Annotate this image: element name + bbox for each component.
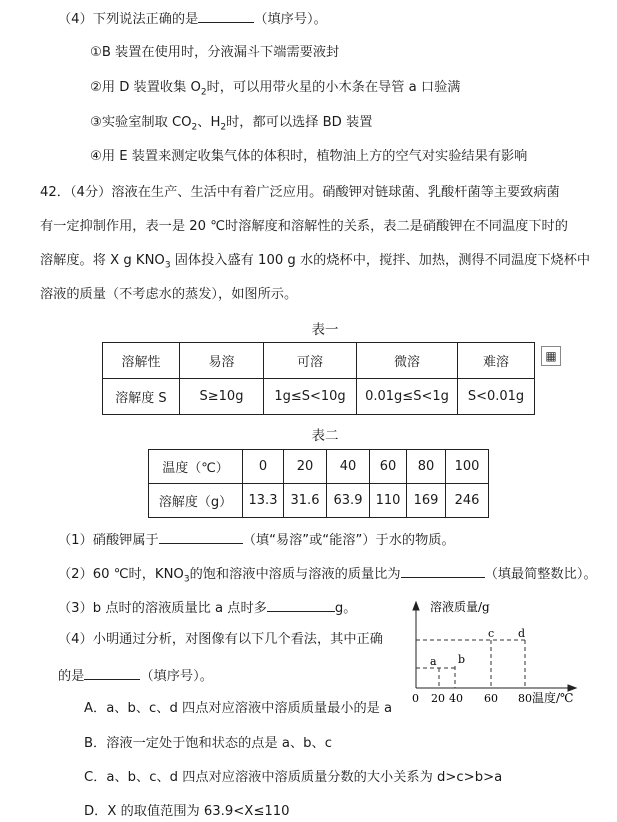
table2-cell: 13.3 (243, 484, 284, 518)
table1-cell: 溶解度 S (103, 379, 180, 415)
q4-option-1: ①B 装置在使用时，分液漏斗下端需要液封 (90, 45, 340, 60)
table2-header-cell: 20 (284, 450, 327, 484)
sub-question-1: （1）硝酸钾属于 （填“易溶”或“能溶”）于水的物质。 (58, 529, 455, 550)
option-b: B．溶液一定处于饱和状态的点是 a、b、c (84, 736, 332, 751)
option-c: C．a、b、c、d 四点对应溶液中溶质质量分数的大小关系为 d>c>b>a (84, 770, 503, 785)
q42-line-1: 42．（4分）溶液在生产、生活中有着广泛应用。硝酸钾对链球菌、乳酸杆菌等主要致病菌 (40, 185, 560, 200)
point-label-c: c (488, 627, 495, 640)
table2 (148, 449, 489, 518)
table1-cell: S<0.01g (458, 379, 535, 415)
y-axis-arrow (413, 602, 419, 610)
answer-blank[interactable] (159, 529, 243, 544)
q4-option-4: ④用 E 装置来测定收集气体的体积时，植物油上方的空气对实验结果有影响 (90, 149, 528, 164)
table2-cell: 110 (370, 484, 407, 518)
table2-header-cell: 100 (446, 450, 489, 484)
table2-caption: 表二 (311, 428, 339, 444)
sub-question-4-cont: 的是 （填序号）。 (58, 665, 213, 686)
table1-cell: S≥10g (180, 379, 264, 415)
table1-header-cell: 微溶 (357, 343, 458, 379)
sub-question-3: （3）b 点时的溶液质量比 a 点时多 g。 (58, 597, 356, 618)
y-axis-label: 溶液质量/g (430, 600, 490, 614)
x-tick-label: 60 (484, 692, 498, 705)
solution-mass-graph (400, 596, 590, 708)
table2-header-cell: 温度（℃） (149, 450, 243, 484)
table2-cell: 63.9 (327, 484, 370, 518)
table1-header-cell: 难溶 (458, 343, 535, 379)
option-d: D．X 的取值范围为 63.9<X≤110 (84, 804, 290, 819)
q4-option-2: ②用 D 装置收集 $O_2$时，可以用带火星的小木条在导管 a 口验满 (90, 80, 461, 98)
table1-header-cell: 可溶 (264, 343, 357, 379)
x-axis-label: 温度/℃ (532, 691, 574, 705)
x-tick-label: 80 (518, 692, 532, 705)
x-tick-label: 40 (449, 692, 463, 705)
table1-cell: 1g≤S<10g (264, 379, 357, 415)
answer-blank[interactable] (84, 665, 140, 680)
table1-caption: 表一 (311, 322, 339, 338)
table2-cell: 169 (407, 484, 446, 518)
table1-header-cell: 易溶 (180, 343, 264, 379)
q42-line-4: 溶液的质量（不考虑水的蒸发），如图所示。 (40, 287, 298, 302)
sub-question-2: （2）60 ℃时，$KNO_3$的饱和溶液中溶质与溶液的质量比为 （填最简整数比）。 (58, 563, 597, 589)
x-tick-label: 20 (431, 692, 445, 705)
table2-header-cell: 40 (327, 450, 370, 484)
table-icon[interactable]: ▦ (541, 346, 561, 366)
answer-blank[interactable] (401, 563, 485, 578)
table2-cell: 31.6 (284, 484, 327, 518)
point-label-b: b (458, 653, 466, 666)
table2-header-cell: 60 (370, 450, 407, 484)
table1-cell: 0.01g≤S<1g (357, 379, 458, 415)
option-a: A．a、b、c、d 四点对应溶液中溶质质量最小的是 a (84, 701, 393, 716)
table1 (102, 342, 535, 415)
q4-stem: （4）下列说法正确的是 （填序号）。 (58, 8, 327, 29)
point-label-a: a (430, 655, 437, 668)
q4-option-3: ③实验室制取 $CO_2$、$H_2$时，都可以选择 BD 装置 (90, 115, 373, 133)
table1-header-cell: 溶解性 (103, 343, 180, 379)
sub-question-4: （4）小明通过分析，对图像有以下几个看法，其中正确 (58, 632, 383, 647)
answer-blank[interactable] (267, 597, 335, 612)
table2-cell: 246 (446, 484, 489, 518)
point-label-d: d (518, 627, 526, 640)
table2-cell: 溶解度（g） (149, 484, 243, 518)
q42-line-2: 有一定抑制作用，表一是 20 ℃时溶解度和溶解性的关系，表二是硝酸钾在不同温度下时的 (40, 219, 568, 234)
table2-header-cell: 80 (407, 450, 446, 484)
answer-blank[interactable] (198, 8, 254, 23)
q42-line-3: 溶解度。将 X g $KNO_3$ 固体投入盛有 100 g 水的烧杯中，搅拌、加热，测得不同温度下烧杯中 (40, 253, 591, 271)
table2-header-cell: 0 (243, 450, 284, 484)
x-tick-label: 0 (412, 692, 419, 705)
